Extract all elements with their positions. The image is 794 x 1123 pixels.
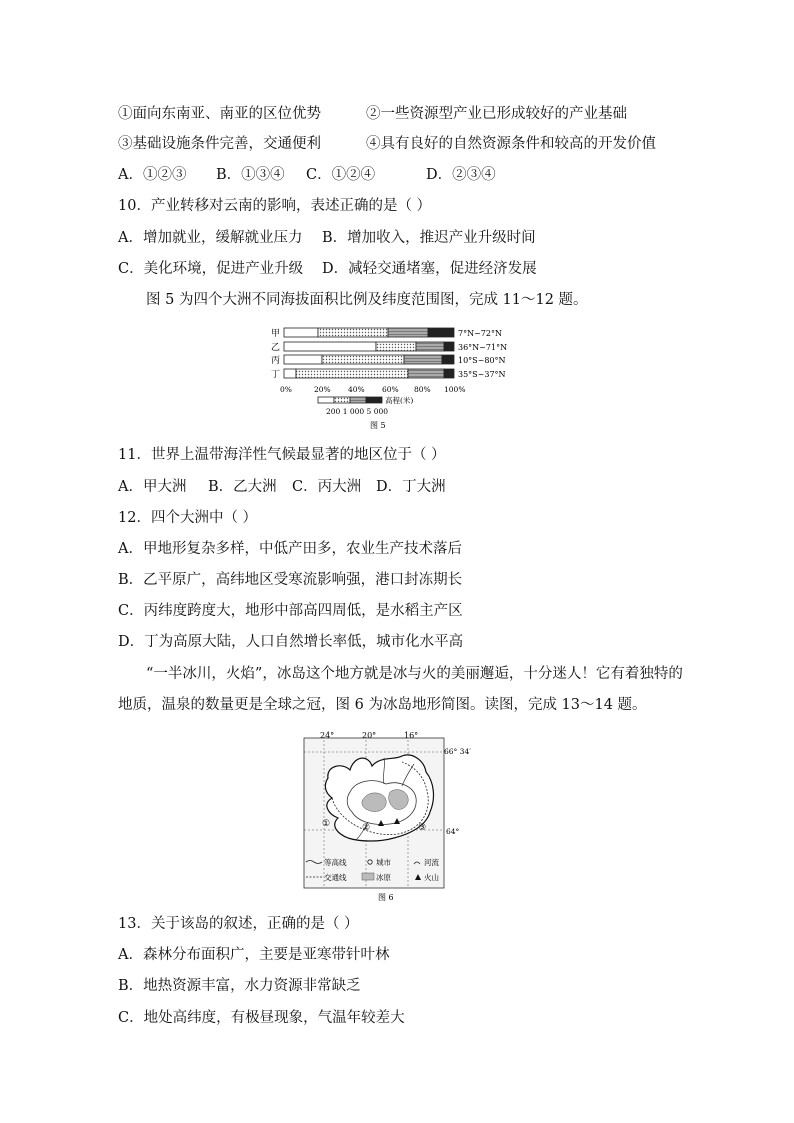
legend-city: 城市 — [376, 858, 391, 867]
row-label-jia: 甲 — [271, 329, 281, 339]
q11-option-b: B．乙大洲 — [208, 479, 277, 495]
lon-label-24: 24° — [320, 731, 335, 740]
lat-range-bing: 10°S~80°N — [458, 356, 506, 365]
figure-5-caption: 图 5 — [370, 421, 386, 430]
legend-contour: 等高线 — [324, 858, 347, 867]
tick-40: 40% — [348, 385, 365, 394]
tick-20: 20% — [314, 385, 331, 394]
bar-ding-segment-4 — [444, 369, 454, 378]
marker-2: ② — [362, 823, 371, 833]
bar-yi-segment-1 — [284, 342, 376, 351]
lat-label-arctic: 66° 34′ — [444, 747, 471, 756]
q9-option-d: D．②③④ — [426, 167, 496, 183]
q11-option-a: A．甲大洲 — [118, 479, 187, 495]
bar-jia-segment-1 — [284, 328, 318, 337]
q11-option-d: D．丁大洲 — [376, 479, 446, 495]
legend-values: 200 1 000 5 000 — [326, 407, 389, 416]
q11-option-c: C．丙大洲 — [292, 479, 362, 495]
q10-option-d: D．减轻交通堵塞，促进经济发展 — [322, 261, 537, 277]
lat-range-ding: 35°S~37°N — [458, 370, 506, 379]
row-label-bing: 丙 — [271, 356, 281, 366]
q9-statement-3: ③基础设施条件完善，交通便利 — [118, 136, 321, 152]
bar-ding-segment-1 — [284, 369, 296, 378]
q13-option-b: B．地热资源丰富，水力资源非常缺乏 — [118, 978, 361, 994]
q10-option-a: A．增加就业，缓解就业压力 — [118, 230, 303, 246]
lat-range-yi: 36°N~71°N — [458, 343, 508, 352]
bar-yi-segment-4 — [444, 342, 454, 351]
q9-option-b: B．①③④ — [216, 167, 285, 183]
bar-jia-segment-3 — [388, 328, 428, 337]
q13-option-a: A．森林分布面积广，主要是亚寒带针叶林 — [118, 947, 390, 963]
bar-ding-segment-2 — [296, 369, 408, 378]
legend-route: 交通线 — [324, 873, 347, 882]
tick-80: 80% — [414, 385, 431, 394]
figure-6-map — [298, 726, 480, 904]
row-label-yi: 乙 — [271, 343, 281, 353]
bar-ding-segment-3 — [408, 369, 444, 378]
marker-1: ① — [322, 819, 331, 829]
q13-option-c: C．地处高纬度，有极昼现象，气温年较差大 — [118, 1010, 405, 1026]
row-label-ding: 丁 — [271, 370, 281, 380]
figure-6-intro-line-2: 地质，温泉的数量更是全球之冠，图 6 为冰岛地形简图。读图，完成 13～14 题。 — [118, 697, 647, 713]
q9-statement-4: ④具有良好的自然资源条件和较高的开发价值 — [366, 136, 656, 152]
bar-jia-segment-4 — [428, 328, 454, 337]
ice-field-legend-icon — [362, 873, 374, 880]
q9-option-c: C．①②④ — [306, 167, 376, 183]
lat-label-64: 64° — [446, 827, 460, 836]
city-legend-icon — [368, 860, 372, 864]
legend-ice: 冰原 — [376, 873, 391, 882]
lon-label-16: 16° — [404, 731, 419, 740]
tick-100: 100% — [444, 385, 466, 394]
bar-yi-segment-3 — [416, 342, 444, 351]
figure-6-caption: 图 6 — [378, 893, 394, 902]
legend-volcano: 火山 — [424, 873, 439, 882]
q12-option-c: C．丙纬度跨度大，地形中部高四周低，是水稻主产区 — [118, 603, 463, 619]
tick-60: 60% — [382, 385, 399, 394]
bar-yi-segment-2 — [376, 342, 416, 351]
figure-6-intro-line-1: “一半冰川，火焰”，冰岛这个地方就是冰与火的美丽邂逅，十分迷人！它有着独特的 — [146, 666, 683, 682]
q9-statement-1: ①面向东南亚、南亚的区位优势 — [118, 106, 321, 122]
legend-title: 高程(米) — [385, 396, 414, 405]
q12-option-b: B．乙平原广，高纬地区受寒流影响强，港口封冻期长 — [118, 572, 463, 588]
bar-bing-segment-4 — [442, 355, 454, 364]
q11-stem: 11．世界上温带海洋性气候最显著的地区位于（ ） — [118, 447, 446, 463]
legend-swatches — [318, 397, 382, 403]
q10-option-c: C．美化环境，促进产业升级 — [118, 261, 304, 277]
tick-0: 0% — [280, 385, 292, 394]
lon-label-20: 20° — [362, 731, 377, 740]
bar-bing-segment-2 — [322, 355, 404, 364]
bar-jia-segment-2 — [318, 328, 388, 337]
bar-bing-segment-1 — [284, 355, 322, 364]
q10-option-b: B．增加收入，推迟产业升级时间 — [322, 230, 536, 246]
figure-5-intro: 图 5 为四个大洲不同海拔面积比例及纬度范围图，完成 11～12 题。 — [146, 292, 588, 308]
q13-stem: 13．关于该岛的叙述，正确的是（ ） — [118, 916, 359, 932]
q12-stem: 12．四个大洲中（ ） — [118, 510, 258, 526]
marker-3: ③ — [418, 823, 427, 833]
q9-statement-2: ②一些资源型产业已形成较好的产业基础 — [366, 106, 627, 122]
q9-option-a: A．①②③ — [118, 167, 187, 183]
q12-option-d: D．丁为高原大陆，人口自然增长率低，城市化水平高 — [118, 634, 464, 650]
legend-river: 河流 — [424, 858, 439, 867]
lat-range-jia: 7°N~72°N — [458, 329, 502, 338]
figure-5-chart — [262, 322, 512, 434]
q10-stem: 10．产业转移对云南的影响，表述正确的是（ ） — [118, 198, 432, 214]
q12-option-a: A．甲地形复杂多样，中低产田多，农业生产技术落后 — [118, 541, 462, 557]
bar-bing-segment-3 — [404, 355, 442, 364]
